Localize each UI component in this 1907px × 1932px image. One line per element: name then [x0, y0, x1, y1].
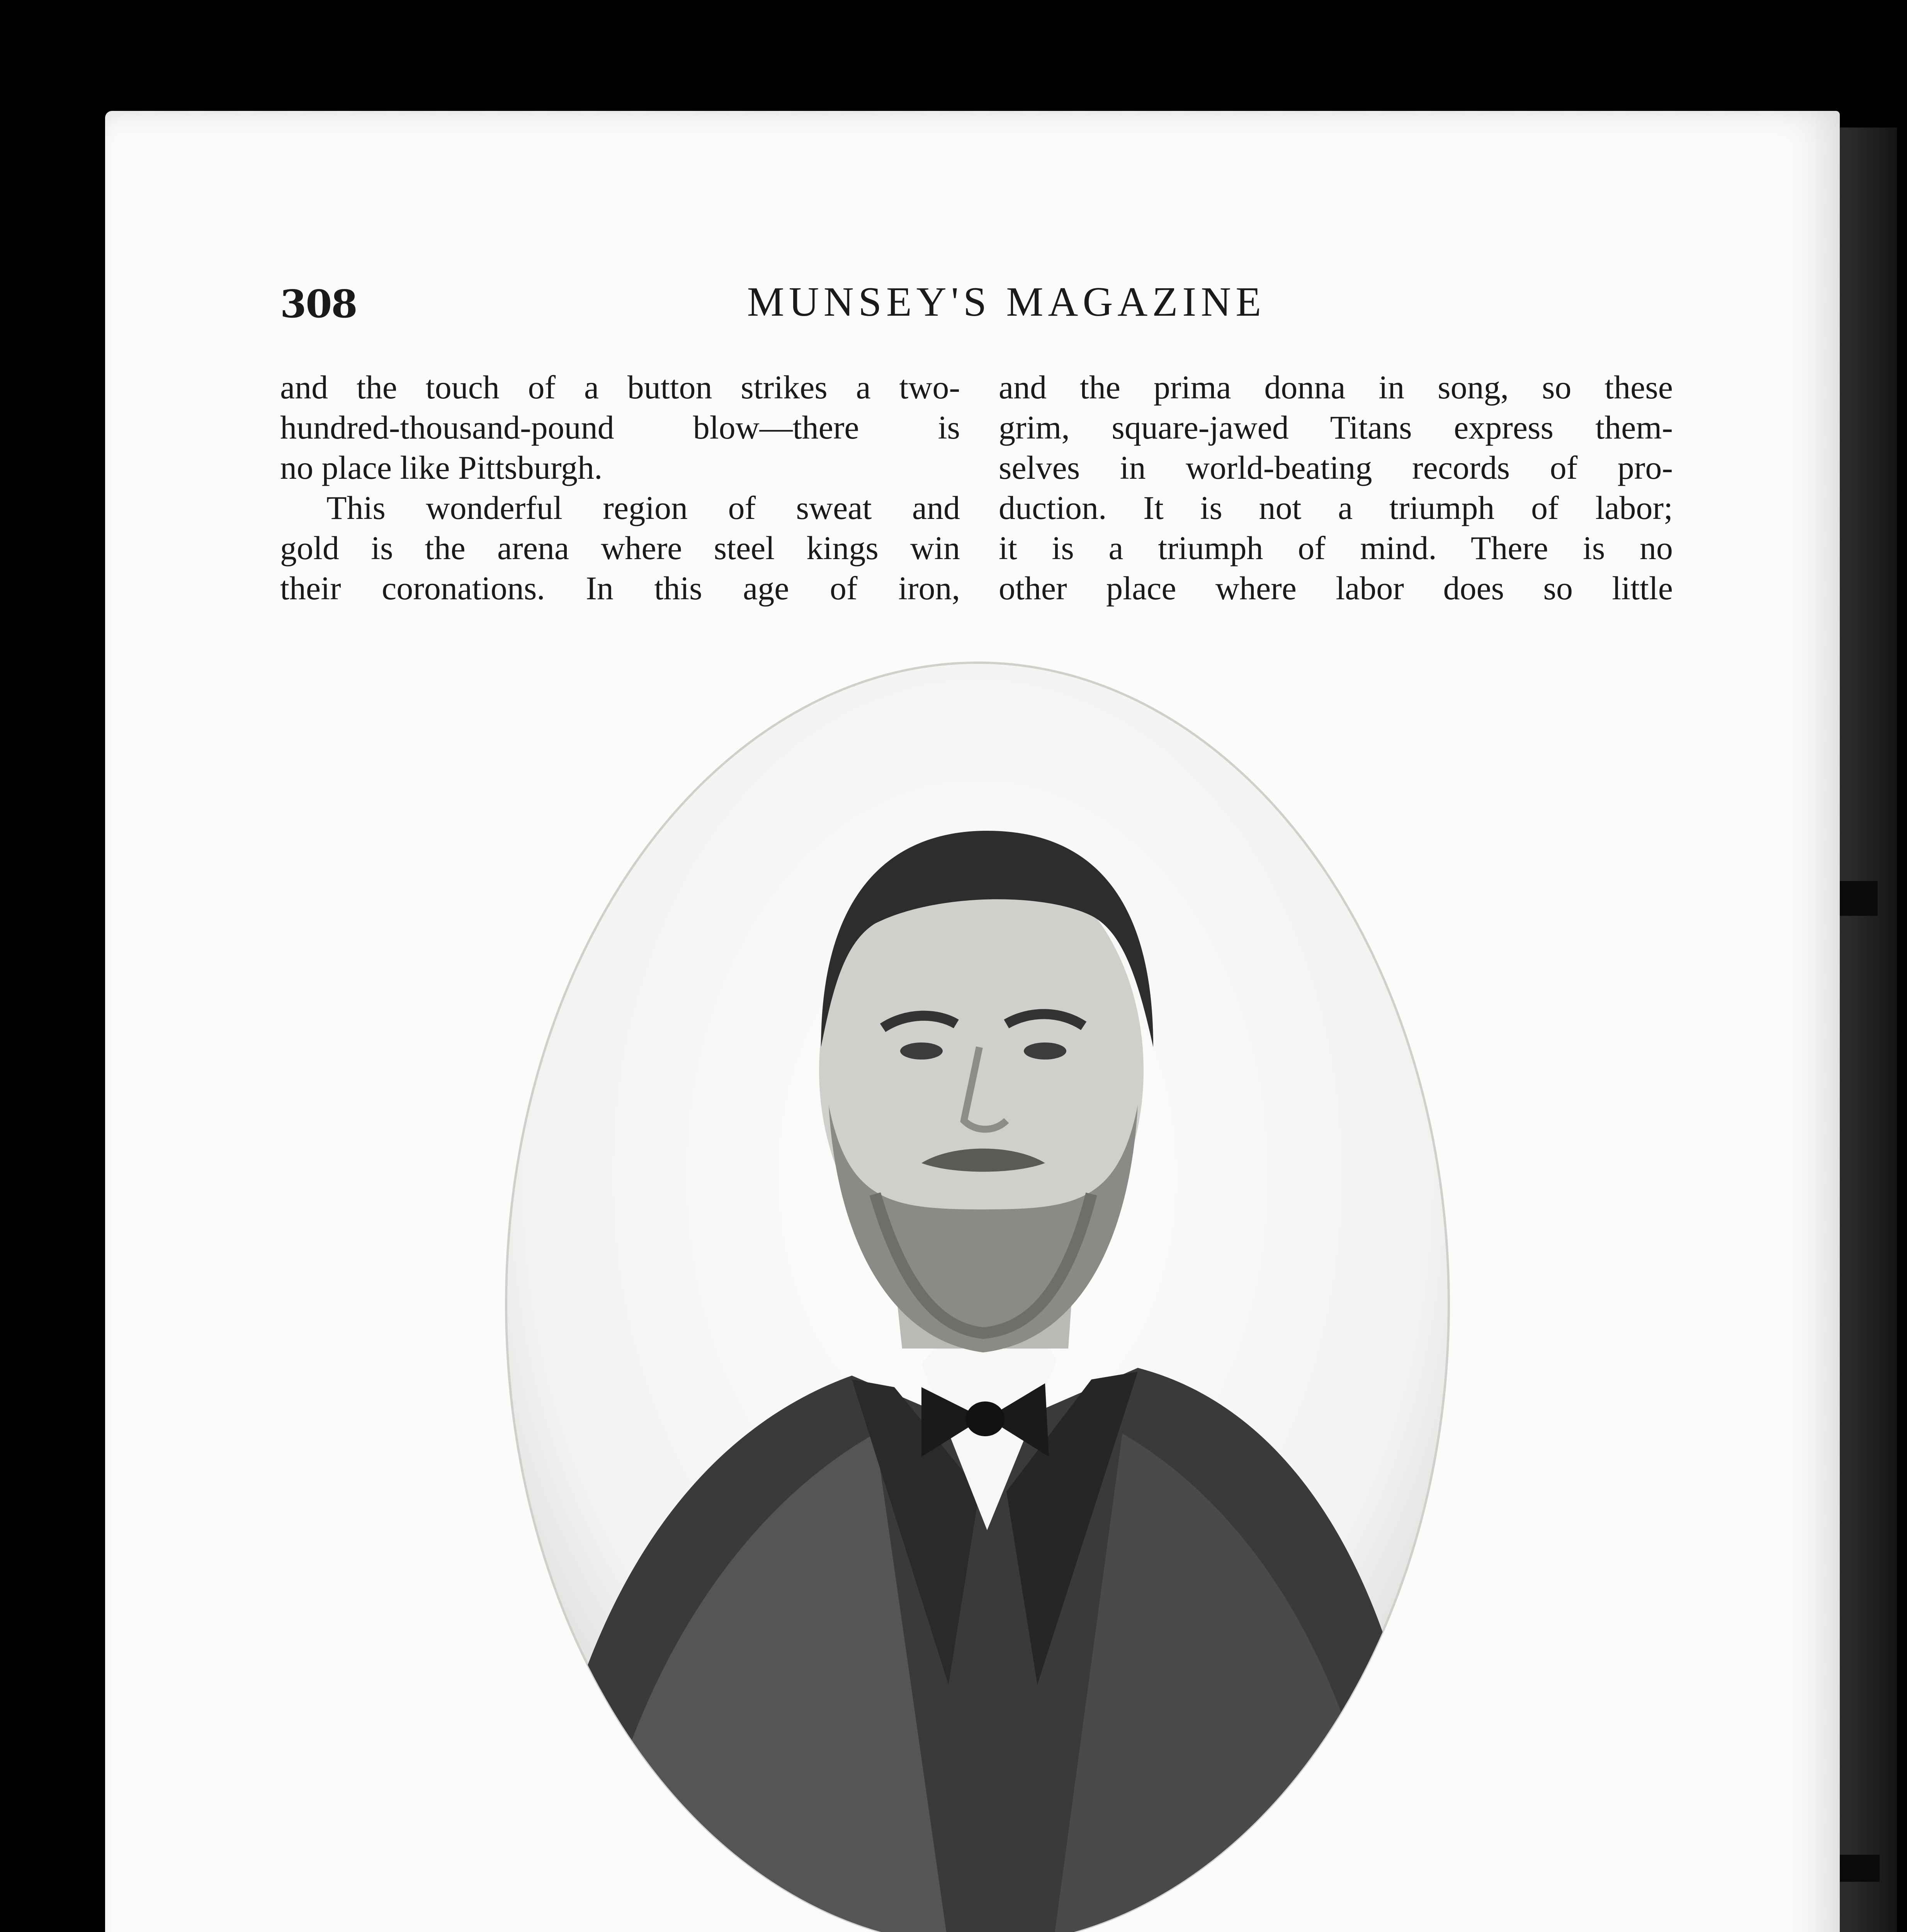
magazine-title: MUNSEY'S MAGAZINE — [747, 279, 1266, 325]
text-line: their coronations. In this age of iron, — [280, 570, 960, 607]
text-line: hundred-thousand-pound blow—there is — [280, 409, 960, 446]
text-line: other place where labor does so little — [999, 570, 1673, 607]
text-line: and the touch of a button strikes a two- — [280, 369, 960, 406]
text-line: grim, square-jawed Titans express them- — [999, 409, 1673, 446]
text-line: selves in world-beating records of pro- — [999, 449, 1673, 486]
running-head — [280, 278, 1601, 340]
text-column-top-right — [999, 367, 1673, 608]
text-line: and the prima donna in song, so these — [999, 369, 1673, 406]
portrait-illustration — [504, 661, 1451, 1932]
text-line: This wonderful region of sweat and — [326, 489, 960, 526]
text-line: duction. It is not a triumph of labor; — [999, 489, 1673, 526]
text-line: gold is the arena where steel kings win — [280, 529, 960, 566]
text-line: no place like Pittsburgh. — [280, 449, 603, 486]
page-number: 308 — [280, 282, 357, 327]
text-line: it is a triumph of mind. There is no — [999, 529, 1673, 566]
text-column-top-left — [280, 367, 960, 608]
